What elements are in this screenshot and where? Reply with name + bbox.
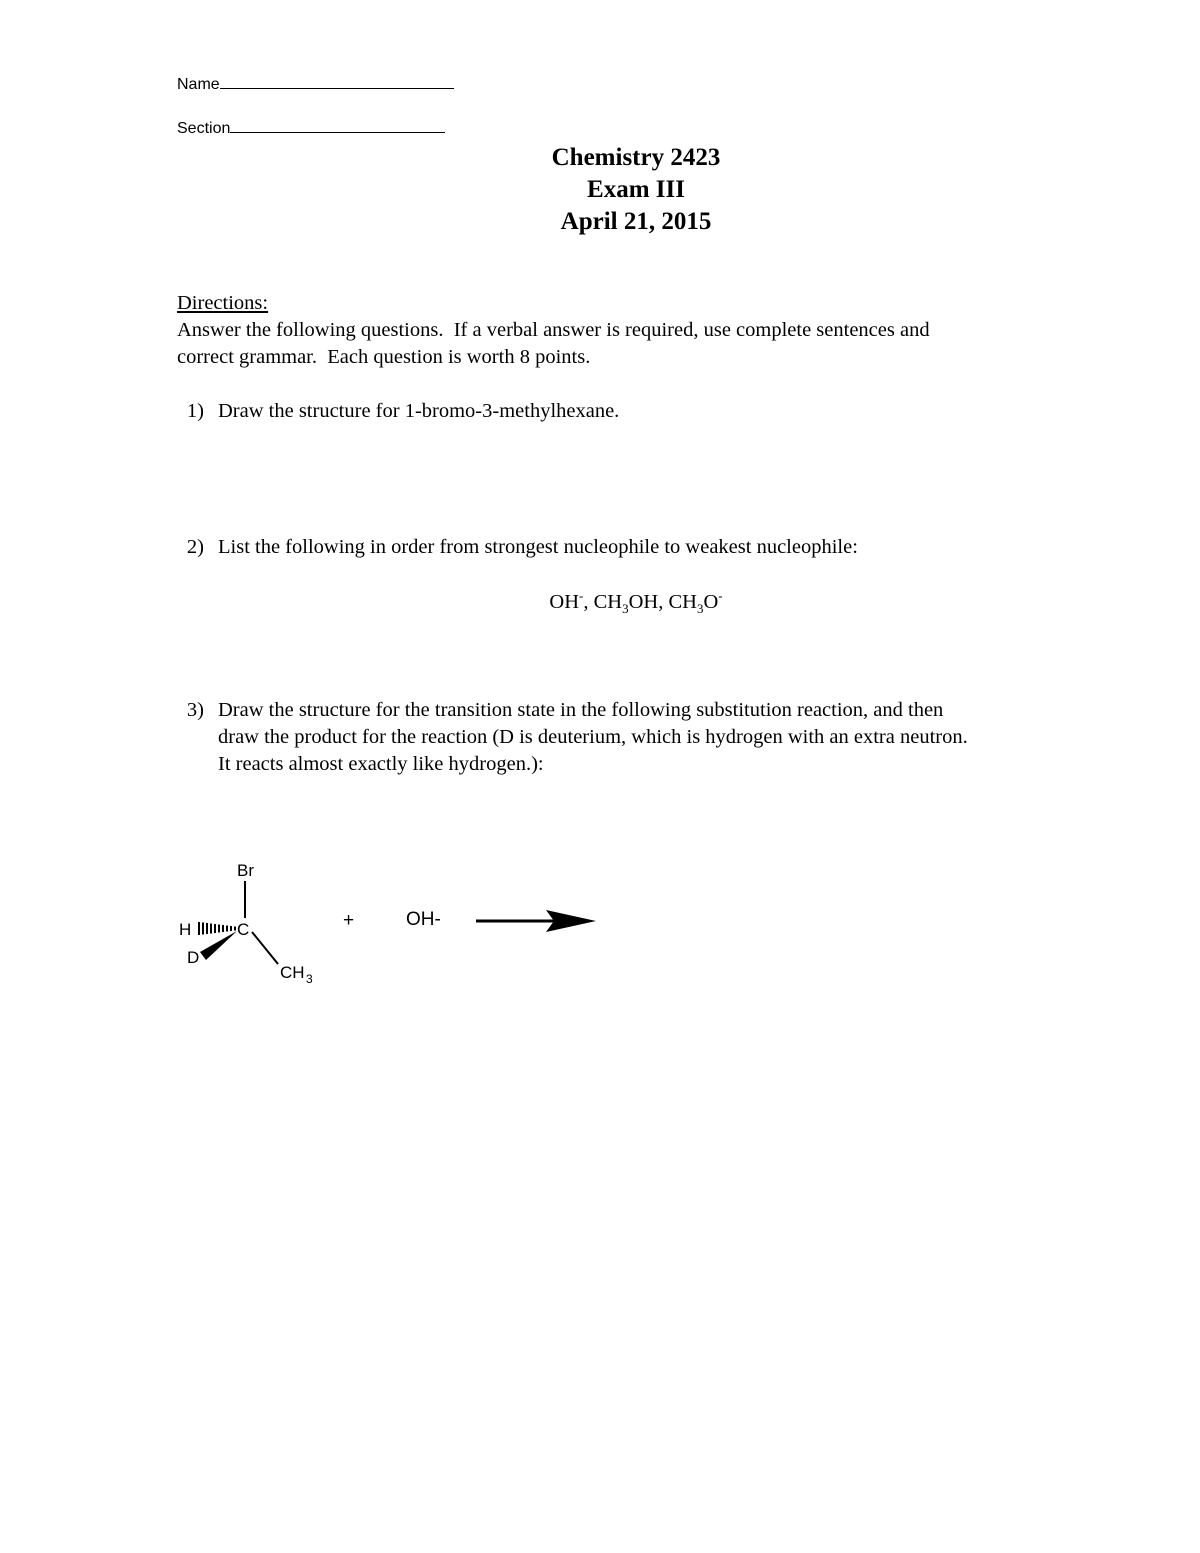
question-number: 3)	[186, 699, 204, 721]
hydroxide-charge: -	[579, 588, 584, 604]
methoxide-charge: -	[718, 588, 723, 604]
question-number: 1)	[186, 400, 204, 422]
hydrogen-atom: H	[179, 920, 192, 939]
methoxide-oxygen: O	[703, 591, 719, 613]
methanol-subscript: 3	[622, 601, 629, 617]
hydroxide-label: OH	[549, 591, 580, 613]
section-label: Section	[177, 120, 231, 137]
course-title: Chemistry 2423	[551, 144, 721, 171]
plus-sign: +	[343, 910, 355, 931]
hydroxide-reagent: OH-	[406, 909, 441, 930]
question-text: Draw the structure for 1-bromo-3-methylhexane.	[218, 400, 620, 422]
exam-title: Exam III	[587, 176, 685, 203]
question-3-line-2: draw the product for the reaction (D is deuterium, which is hydrogen with an extra neutron.	[218, 726, 968, 748]
methoxide-subscript: 3	[696, 601, 704, 617]
methoxide-prefix: OH, CH	[628, 591, 697, 613]
deuterium-atom: D	[187, 948, 200, 967]
bond-c-ch3	[252, 932, 278, 964]
question-3-line-1: Draw the structure for the transition state in the following substitution reaction, and then	[218, 699, 944, 721]
methyl-subscript: 3	[306, 972, 313, 986]
question-3-line-3: It reacts almost exactly like hydrogen.):	[218, 753, 544, 775]
hashed-wedge-bond	[199, 922, 235, 935]
question-text: List the following in order from strongest nucleophile to weakest nucleophile:	[218, 536, 858, 558]
directions-line-1: Answer the following questions. If a verbal answer is required, use complete sentences and	[177, 319, 930, 341]
methanol-prefix: , CH	[583, 591, 623, 613]
methyl-group: CH	[280, 963, 305, 982]
carbon-atom: C	[237, 920, 250, 939]
question-number: 2)	[186, 536, 204, 558]
solid-wedge-bond	[200, 931, 237, 960]
name-label: Name	[177, 76, 220, 93]
exam-date: April 21, 2015	[560, 208, 712, 235]
directions-heading: Directions:	[177, 292, 269, 314]
directions-line-2: correct grammar. Each question is worth 8 points.	[177, 346, 591, 368]
bromine-atom: Br	[237, 861, 254, 880]
